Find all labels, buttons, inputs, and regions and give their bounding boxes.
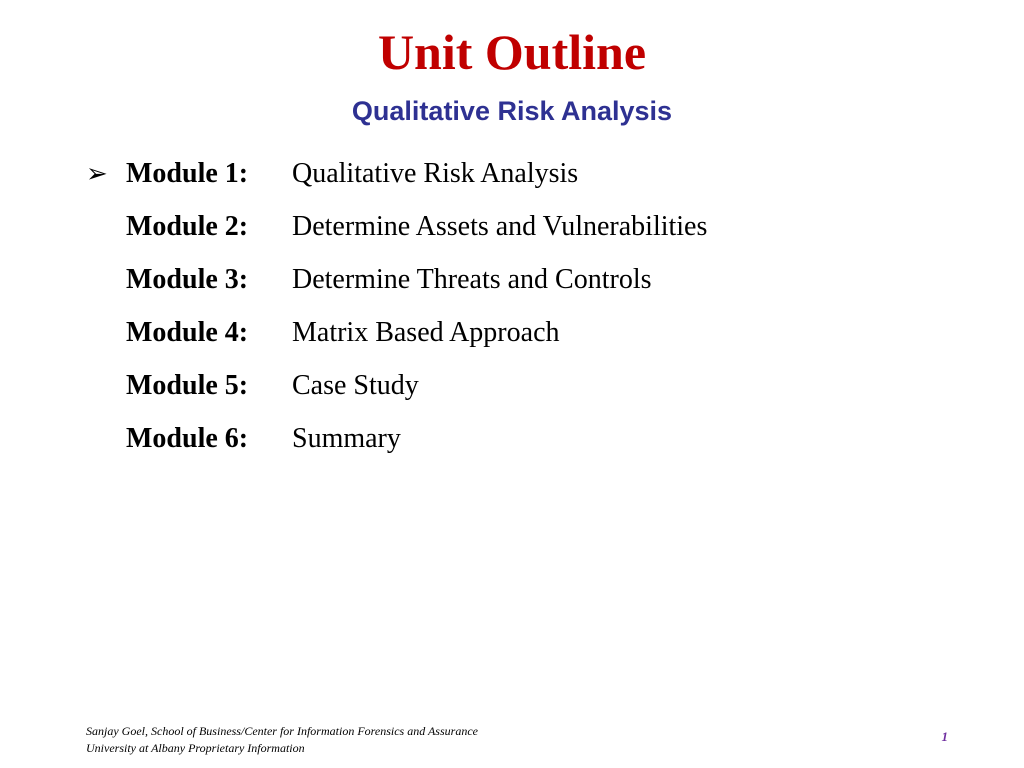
module-item xyxy=(86,150,966,203)
module-item xyxy=(86,256,966,309)
module-description: Matrix Based Approach xyxy=(292,317,560,348)
footer-credits xyxy=(86,723,478,757)
page-number: 1 xyxy=(941,729,948,744)
module-item xyxy=(86,362,966,415)
slide-subtitle: Qualitative Risk Analysis xyxy=(351,96,673,126)
module-description: Determine Threats and Controls xyxy=(292,264,652,295)
module-description: Qualitative Risk Analysis xyxy=(292,158,579,189)
module-label: Module 6: xyxy=(126,423,249,454)
module-item xyxy=(86,415,966,468)
slide-title: Unit Outline xyxy=(377,24,647,80)
module-label: Module 3: xyxy=(126,264,249,295)
module-description: Summary xyxy=(292,423,401,454)
module-description: Determine Assets and Vulnerabilities xyxy=(292,211,708,242)
module-item xyxy=(86,309,966,362)
module-label: Module 5: xyxy=(126,370,249,401)
footer-author-line: Sanjay Goel, School of Business/Center for Information Forensics and Assurance xyxy=(86,724,478,738)
footer-proprietary-line: University at Albany Proprietary Information xyxy=(86,741,305,755)
module-description: Case Study xyxy=(292,370,419,401)
module-label: Module 2: xyxy=(126,211,249,242)
arrowhead-bullet-icon: ➢ xyxy=(86,159,108,189)
module-item xyxy=(86,203,966,256)
module-label: Module 4: xyxy=(126,317,249,348)
module-list xyxy=(86,150,966,468)
module-label: Module 1: xyxy=(126,158,249,189)
